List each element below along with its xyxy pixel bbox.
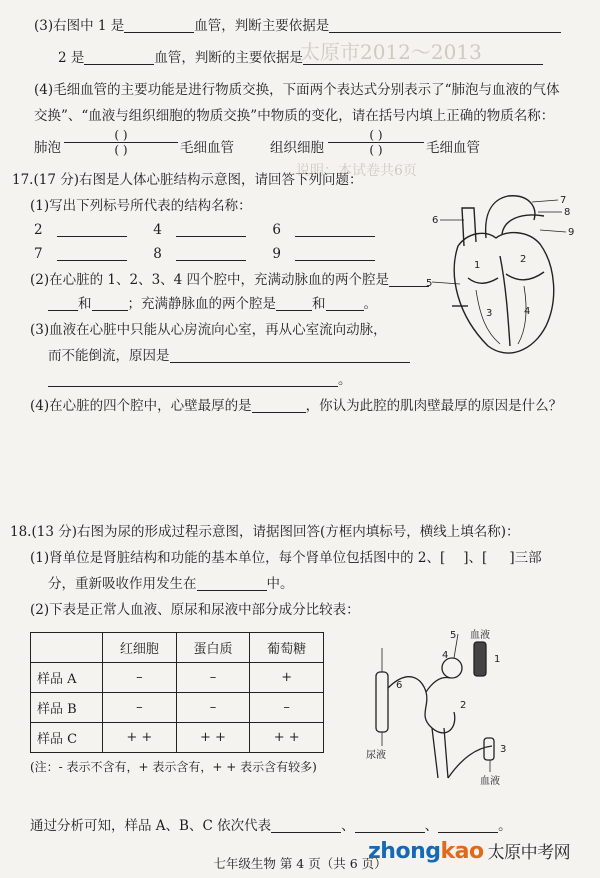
nephron-diagram bbox=[362, 628, 522, 788]
valve-left bbox=[468, 278, 498, 283]
answer-blank[interactable] bbox=[389, 273, 429, 287]
answer-blank[interactable] bbox=[326, 297, 364, 311]
q17-p4-a: (4)在心脏的四个腔中，心壁最厚的是 bbox=[30, 398, 252, 414]
bleed-through-text: 太原市2012～2013 bbox=[300, 40, 482, 64]
capillary bbox=[426, 678, 450, 692]
heart-diagram bbox=[428, 186, 578, 366]
q17-part3-line2 bbox=[48, 348, 410, 364]
paren-top[interactable]: ( ) bbox=[369, 128, 383, 142]
q16-expr2-left: 组织细胞 bbox=[270, 140, 324, 156]
q18-part1-line1 bbox=[30, 550, 542, 566]
q17-p2-l1: (2)在心脏的 1、2、3、4 四个腔中，充满动脉血的两个腔是 bbox=[30, 272, 390, 288]
descending-limb bbox=[432, 728, 448, 778]
nephron-label-1: 1 bbox=[494, 654, 501, 665]
table-header bbox=[31, 633, 103, 663]
q18-p1-l1c: ]三部 bbox=[509, 550, 542, 566]
q17-part4 bbox=[30, 398, 562, 414]
label-9: 9 bbox=[272, 246, 281, 262]
q18-p1-l2b: 中。 bbox=[266, 576, 294, 592]
q16-part4-line1: (4)毛细血管的主要功能是进行物质交换，下面两个表达式分别表示了“肺泡与血液的气体 bbox=[34, 82, 560, 98]
artery-top bbox=[474, 642, 486, 676]
table-header-row bbox=[31, 633, 324, 663]
period: 。 bbox=[498, 818, 512, 834]
heart-label-4: 4 bbox=[524, 306, 531, 317]
answer-blank[interactable] bbox=[329, 19, 561, 33]
q17-part3-line3 bbox=[48, 372, 352, 388]
q16-part3-line2 bbox=[58, 50, 543, 66]
q17-p2-l2b: ；充满静脉血的两个腔是 bbox=[127, 296, 276, 312]
collecting-tube bbox=[376, 672, 388, 732]
nephron-label-5: 5 bbox=[450, 630, 457, 641]
heart-outline bbox=[454, 233, 553, 353]
answer-blank[interactable] bbox=[271, 819, 341, 833]
nephron-label-3: 3 bbox=[500, 744, 507, 755]
q16-expr1-right: 毛细血管 bbox=[180, 140, 234, 156]
q16-expr1-arrow bbox=[64, 128, 178, 157]
answer-blank[interactable] bbox=[48, 373, 338, 387]
septum bbox=[500, 256, 510, 346]
q17-name-row1 bbox=[34, 222, 375, 238]
separator: 、 bbox=[424, 818, 439, 834]
q17-part2-line1 bbox=[30, 272, 429, 288]
label-4: 4 bbox=[153, 222, 162, 238]
answer-blank[interactable] bbox=[170, 349, 410, 363]
page-footer: 七年级生物 第 4 页（共 6 页） bbox=[213, 856, 387, 871]
answer-blank[interactable] bbox=[197, 577, 267, 591]
q17-part3-line1: (3)血液在心脏中只能从心房流向心室，再从心室流向动脉， bbox=[30, 322, 387, 338]
answer-blank[interactable] bbox=[57, 223, 127, 237]
composition-table bbox=[30, 632, 324, 753]
table-header: 蛋白质 bbox=[176, 633, 250, 663]
answer-blank[interactable] bbox=[252, 399, 306, 413]
table-cell: 样品 C bbox=[31, 723, 103, 753]
table-cell: – bbox=[103, 663, 177, 693]
lower-vessel bbox=[448, 746, 492, 778]
nephron-label-6: 6 bbox=[396, 680, 403, 691]
q18-conclusion-text: 通过分析可知，样品 A、B、C 依次代表 bbox=[30, 818, 272, 834]
table-cell: + + bbox=[103, 723, 177, 753]
q18-title: 18.(13 分)右图为尿的形成过程示意图，请据图回答(方框内填标号，横线上填名称)： bbox=[10, 524, 520, 540]
period: 。 bbox=[338, 372, 352, 388]
answer-blank[interactable] bbox=[48, 297, 78, 311]
q17-part2-line2 bbox=[48, 296, 377, 312]
answer-blank[interactable] bbox=[303, 51, 543, 65]
q16-p3-l1a: (3)右图中 1 是 bbox=[34, 18, 125, 34]
brand-part-a: zhong bbox=[368, 839, 441, 864]
brand-part-b: kao bbox=[440, 839, 484, 864]
answer-blank[interactable] bbox=[57, 247, 127, 261]
label-7: 7 bbox=[34, 246, 43, 262]
table-cell: – bbox=[176, 693, 250, 723]
table-note: (注：- 表示不含有，+ 表示含有，+ + 表示含有较多) bbox=[30, 760, 317, 774]
superior-vena-cava bbox=[462, 208, 476, 246]
answer-box[interactable] bbox=[445, 551, 463, 565]
heart-label-2: 2 bbox=[520, 254, 527, 265]
heart-label-3: 3 bbox=[486, 308, 493, 319]
label-6: 6 bbox=[272, 222, 281, 238]
paren-bottom[interactable]: ( ) bbox=[114, 143, 128, 157]
nephron-label-blood-top: 血液 bbox=[470, 630, 490, 641]
q16-p3-l2a: 2 是 bbox=[58, 50, 85, 66]
vein bbox=[484, 738, 494, 760]
q18-p1-l2a: 分，重新吸收作用发生在 bbox=[48, 576, 197, 592]
period: 。 bbox=[363, 296, 377, 312]
table-row bbox=[31, 723, 324, 753]
table-cell: 样品 A bbox=[31, 663, 103, 693]
q16-expr1-left: 肺泡 bbox=[34, 140, 61, 156]
nephron-label-blood-bottom: 血液 bbox=[480, 776, 500, 787]
answer-blank[interactable] bbox=[176, 223, 246, 237]
brand-part-c: 太原中考网 bbox=[487, 843, 571, 863]
answer-blank[interactable] bbox=[92, 297, 128, 311]
label-8: 8 bbox=[153, 246, 162, 262]
q16-expr2-right: 毛细血管 bbox=[426, 140, 480, 156]
nephron-label-2: 2 bbox=[460, 700, 467, 711]
q16-p3-l2b: 血管，判断的主要依据是 bbox=[154, 50, 303, 66]
heart-label-7: 7 bbox=[560, 195, 567, 206]
table-cell: – bbox=[176, 663, 250, 693]
q16-expr2-arrow bbox=[328, 128, 424, 157]
q18-part1-line2 bbox=[48, 576, 294, 592]
table-cell: – bbox=[103, 693, 177, 723]
table-row bbox=[31, 663, 324, 693]
heart-label-5: 5 bbox=[426, 278, 433, 289]
answer-blank[interactable] bbox=[176, 247, 246, 261]
nephron-label-urine: 尿液 bbox=[366, 750, 386, 761]
bleed-through-text: 说明：本试卷共6页 bbox=[296, 163, 417, 179]
heart-label-8: 8 bbox=[564, 207, 571, 218]
answer-blank[interactable] bbox=[84, 51, 154, 65]
q16-p3-l1b: 血管，判断主要依据是 bbox=[194, 18, 330, 34]
answer-blank[interactable] bbox=[295, 247, 375, 261]
answer-blank[interactable] bbox=[295, 223, 375, 237]
heart-label-9: 9 bbox=[568, 227, 575, 238]
q17-p2-and: 和 bbox=[78, 296, 92, 312]
q18-p1-l1a: (1)肾单位是肾脏结构和功能的基本单位，每个肾单位包括图中的 2、[ bbox=[30, 550, 446, 566]
separator: 、 bbox=[341, 818, 355, 834]
q17-title: 17.(17 分)右图是人体心脏结构示意图，请回答下列问题： bbox=[12, 172, 363, 188]
nephron-label-4: 4 bbox=[442, 650, 449, 661]
q17-p4-b: ，你认为此腔的肌肉壁最厚的原因是什么？ bbox=[305, 398, 563, 414]
answer-blank[interactable] bbox=[124, 19, 194, 33]
aorta bbox=[486, 196, 535, 238]
table-row bbox=[31, 693, 324, 723]
table-cell: 样品 B bbox=[31, 693, 103, 723]
pulmonary-artery bbox=[502, 215, 544, 234]
answer-box[interactable] bbox=[487, 551, 509, 565]
paren-bottom[interactable]: ( ) bbox=[369, 143, 383, 157]
table-cell: – bbox=[250, 693, 324, 723]
q16-part4-line2: 交换”、“血液与组织细胞的物质交换”中物质的变化，请在括号内填上正确的物质名称： bbox=[34, 108, 555, 124]
answer-blank[interactable] bbox=[438, 819, 498, 833]
q18-conclusion bbox=[30, 818, 512, 834]
q18-p1-l1b: ]、[ bbox=[463, 550, 488, 566]
table-header: 葡萄糖 bbox=[250, 633, 324, 663]
heart-label-6: 6 bbox=[432, 215, 439, 226]
label-2: 2 bbox=[34, 222, 43, 238]
paren-top[interactable]: ( ) bbox=[114, 128, 128, 142]
answer-blank[interactable] bbox=[276, 297, 312, 311]
valve-right bbox=[506, 272, 544, 280]
q17-p2-and2: 和 bbox=[312, 296, 326, 312]
q18-part2: (2)下表是正常人血液、原尿和尿液中部分成分比较表： bbox=[30, 602, 360, 618]
q17-p3-l2: 而不能倒流，原因是 bbox=[48, 348, 170, 364]
q16-part3-line1 bbox=[34, 18, 561, 34]
table-cell: + bbox=[250, 663, 324, 693]
site-watermark bbox=[368, 838, 570, 864]
answer-blank[interactable] bbox=[355, 819, 425, 833]
heart-label-1: 1 bbox=[474, 260, 481, 271]
glomerulus bbox=[442, 658, 462, 678]
table-cell: + + bbox=[250, 723, 324, 753]
q17-part1: (1)写出下列标号所代表的结构名称： bbox=[30, 198, 252, 214]
table-cell: + + bbox=[176, 723, 250, 753]
table-header: 红细胞 bbox=[103, 633, 177, 663]
q17-name-row2 bbox=[34, 246, 375, 262]
